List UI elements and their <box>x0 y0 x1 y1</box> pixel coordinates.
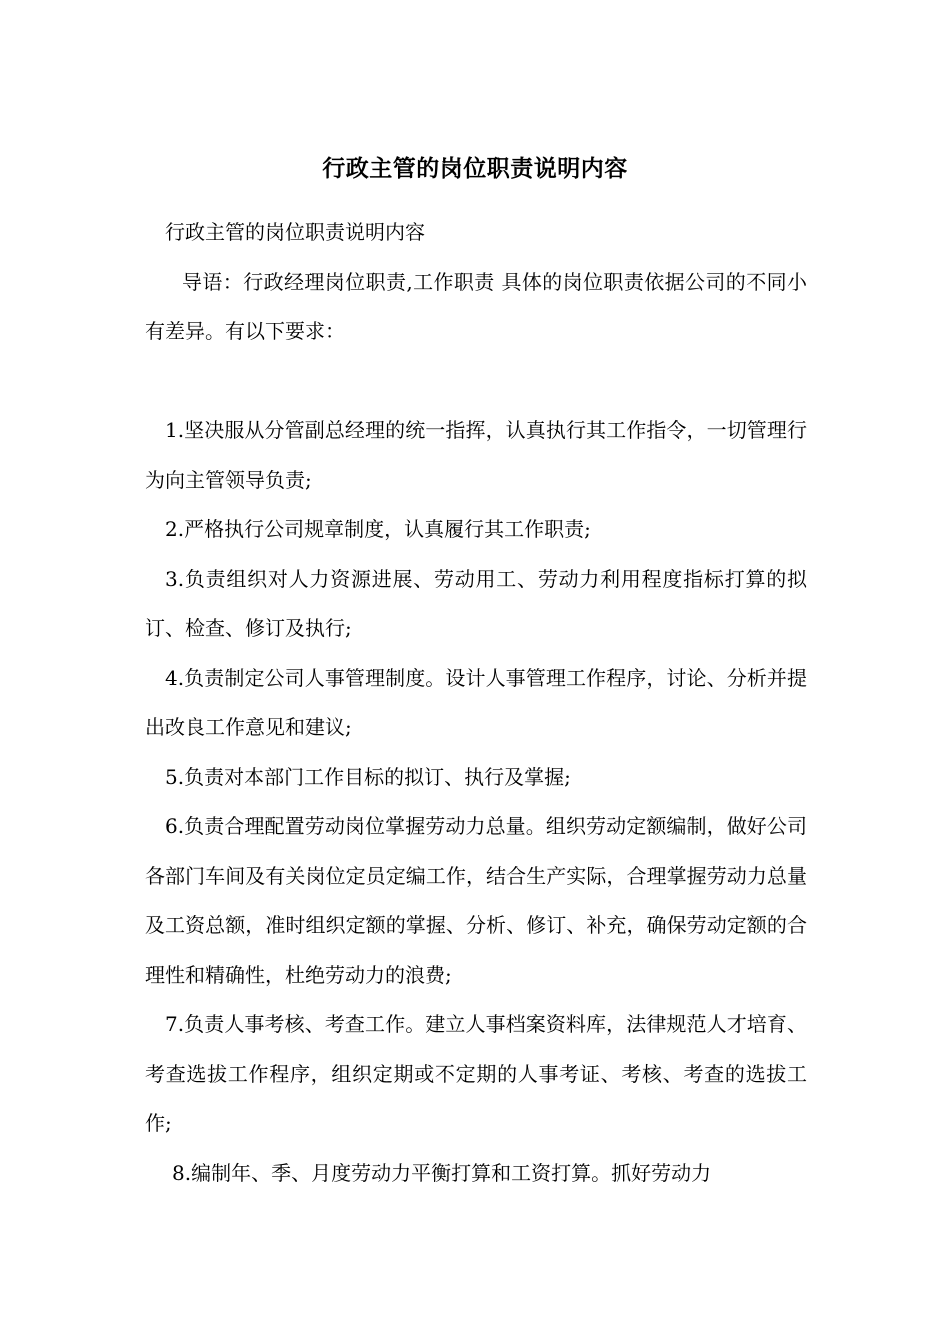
duty-item-4: 4.负责制定公司人事管理制度。设计人事管理工作程序，讨论、分析并提出改良工作意见和建议; <box>145 665 807 739</box>
duty-item-5: 5.负责对本部门工作目标的拟订、执行及掌握; <box>165 764 571 789</box>
intro-paragraph: 导语：行政经理岗位职责,工作职责 具体的岗位职责依据公司的不同小有差异。有以下要求： <box>145 269 807 343</box>
duty-item-2: 2.严格执行公司规章制度，认真履行其工作职责; <box>165 517 591 541</box>
document-subtitle: 行政主管的岗位职责说明内容 <box>165 220 425 244</box>
duty-item-7: 7.负责人事考核、考查工作。建立人事档案资料库，法律规范人才培育、考查选拔工作程序，组织定期或不定期的人事考证、考核、考查的选拔工作; <box>145 1012 807 1135</box>
duty-item-3: 3.负责组织对人力资源进展、劳动用工、劳动力利用程度指标打算的拟订、检查、修订及执行; <box>145 566 807 640</box>
duty-item-6: 6.负责合理配置劳动岗位掌握劳动力总量。组织劳动定额编制，做好公司各部门车间及有关岗位定员定编工作，结合生产实际，合理掌握劳动力总量及工资总额，准时组织定额的掌握、分析、修订、补充，确保劳动定额的合理性和精确性，杜绝劳动力的浪费; <box>145 814 807 987</box>
duty-item-1: 1.坚决服从分管副总经理的统一指挥，认真执行其工作指令，一切管理行为向主管领导负责; <box>145 418 807 492</box>
blank-line <box>145 357 807 407</box>
duty-item-8: 8.编制年、季、月度劳动力平衡打算和工资打算。抓好劳动力 <box>172 1160 712 1185</box>
document-title: 行政主管的岗位职责说明内容 <box>322 155 628 182</box>
document-body <box>145 208 807 1198</box>
